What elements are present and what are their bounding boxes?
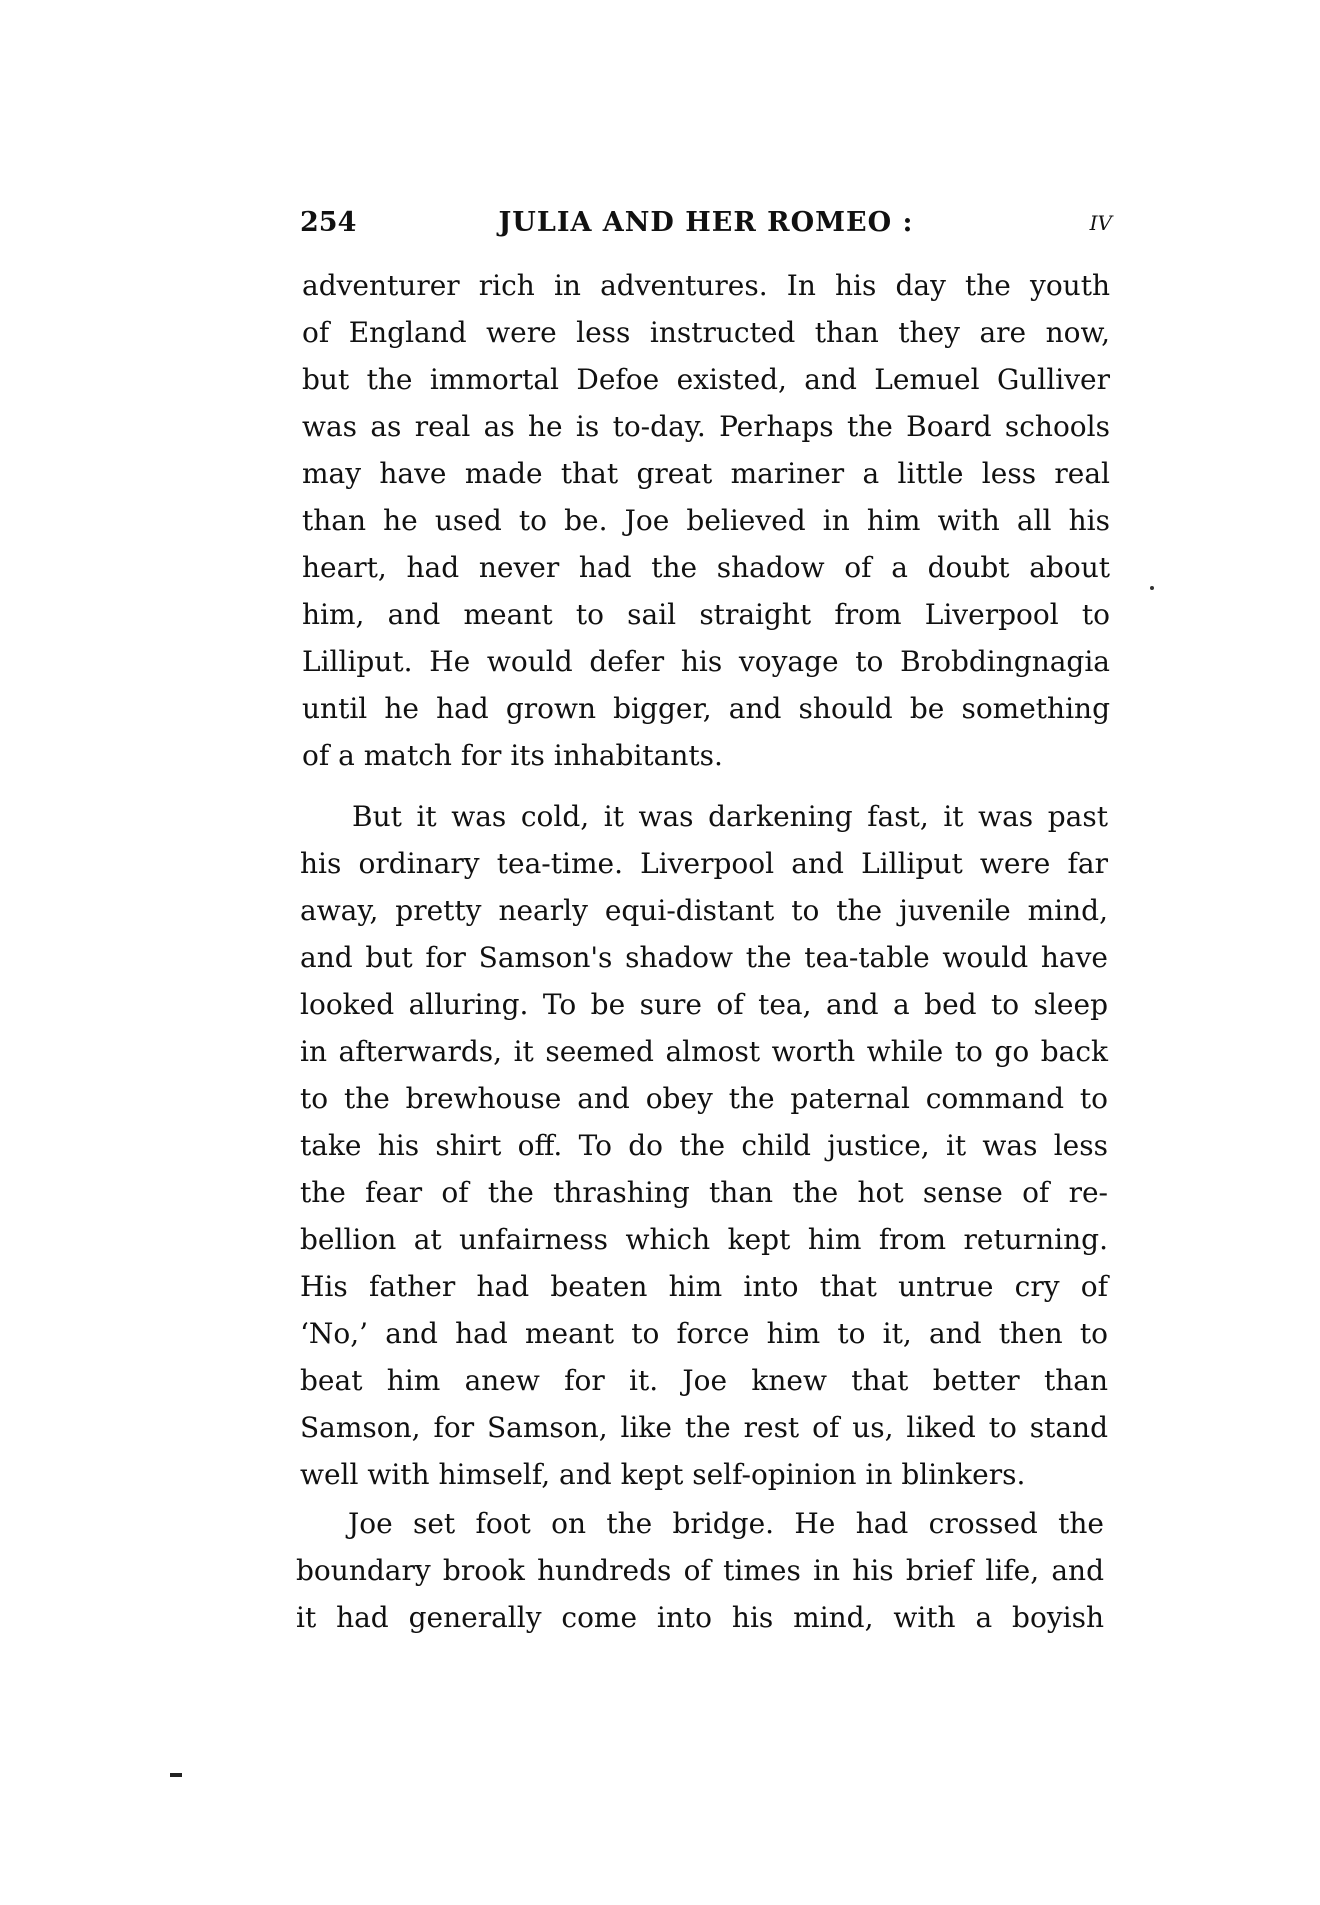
text-line: until he had grown bigger, and should be something xyxy=(302,692,1110,725)
paragraph-1 xyxy=(302,262,1110,779)
page-number: 254 xyxy=(300,207,357,238)
text-line: But it was cold, it was darkening fast, it was past xyxy=(352,800,1108,833)
text-line: take his shirt off. To do the child justice, it was less xyxy=(300,1129,1108,1162)
running-head: JULIA AND HER ROMEO : xyxy=(498,207,914,238)
text-line: Joe set foot on the bridge. He had crossed the xyxy=(348,1507,1104,1540)
text-line: bellion at unfairness which kept him from returning. xyxy=(300,1223,1108,1256)
text-line: beat him anew for it. Joe knew that better than xyxy=(300,1364,1108,1397)
text-line: heart, had never had the shadow of a doubt about xyxy=(302,551,1110,584)
text-line: his ordinary tea-time. Liverpool and Lilliput were far xyxy=(300,847,1108,880)
text-line: in afterwards, it seemed almost worth while to go back xyxy=(300,1035,1108,1068)
print-mark xyxy=(170,1773,182,1777)
paragraph-3 xyxy=(296,1500,1104,1641)
text-line: boundary brook hundreds of times in his brief life, and xyxy=(296,1554,1104,1587)
text-line: the fear of the thrashing than the hot sense of re- xyxy=(300,1176,1108,1209)
text-line: looked alluring. To be sure of tea, and a bed to sleep xyxy=(300,988,1108,1021)
text-line: Lilliput. He would defer his voyage to Brobdingnagia xyxy=(302,645,1110,678)
chapter-number: IV xyxy=(1089,211,1112,235)
page-header xyxy=(300,205,1112,241)
text-line: it had generally come into his mind, with a boyish xyxy=(296,1601,1104,1634)
text-line: His father had beaten him into that untrue cry of xyxy=(300,1270,1108,1303)
text-line: Samson, for Samson, like the rest of us, liked to stand xyxy=(300,1411,1108,1444)
text-line: ‘No,’ and had meant to force him to it, and then to xyxy=(300,1317,1108,1350)
text-line: him, and meant to sail straight from Liverpool to xyxy=(302,598,1110,631)
print-speck xyxy=(1150,586,1154,590)
text-line: may have made that great mariner a little less real xyxy=(302,457,1110,490)
text-line: than he used to be. Joe believed in him with all his xyxy=(302,504,1110,537)
text-line: adventurer rich in adventures. In his day the youth xyxy=(302,269,1110,302)
text-line: and but for Samson's shadow the tea-table would have xyxy=(300,941,1108,974)
text-line: away, pretty nearly equi-distant to the juvenile mind, xyxy=(300,894,1108,927)
text-line: to the brewhouse and obey the paternal command to xyxy=(300,1082,1108,1115)
text-line: of a match for its inhabitants. xyxy=(302,739,723,772)
text-line: was as real as he is to-day. Perhaps the Board schools xyxy=(302,410,1110,443)
text-line: but the immortal Defoe existed, and Lemuel Gulliver xyxy=(302,363,1110,396)
paragraph-2 xyxy=(300,793,1108,1498)
text-line: well with himself, and kept self-opinion in blinkers. xyxy=(300,1458,1026,1491)
text-line: of England were less instructed than they are now, xyxy=(302,316,1110,349)
